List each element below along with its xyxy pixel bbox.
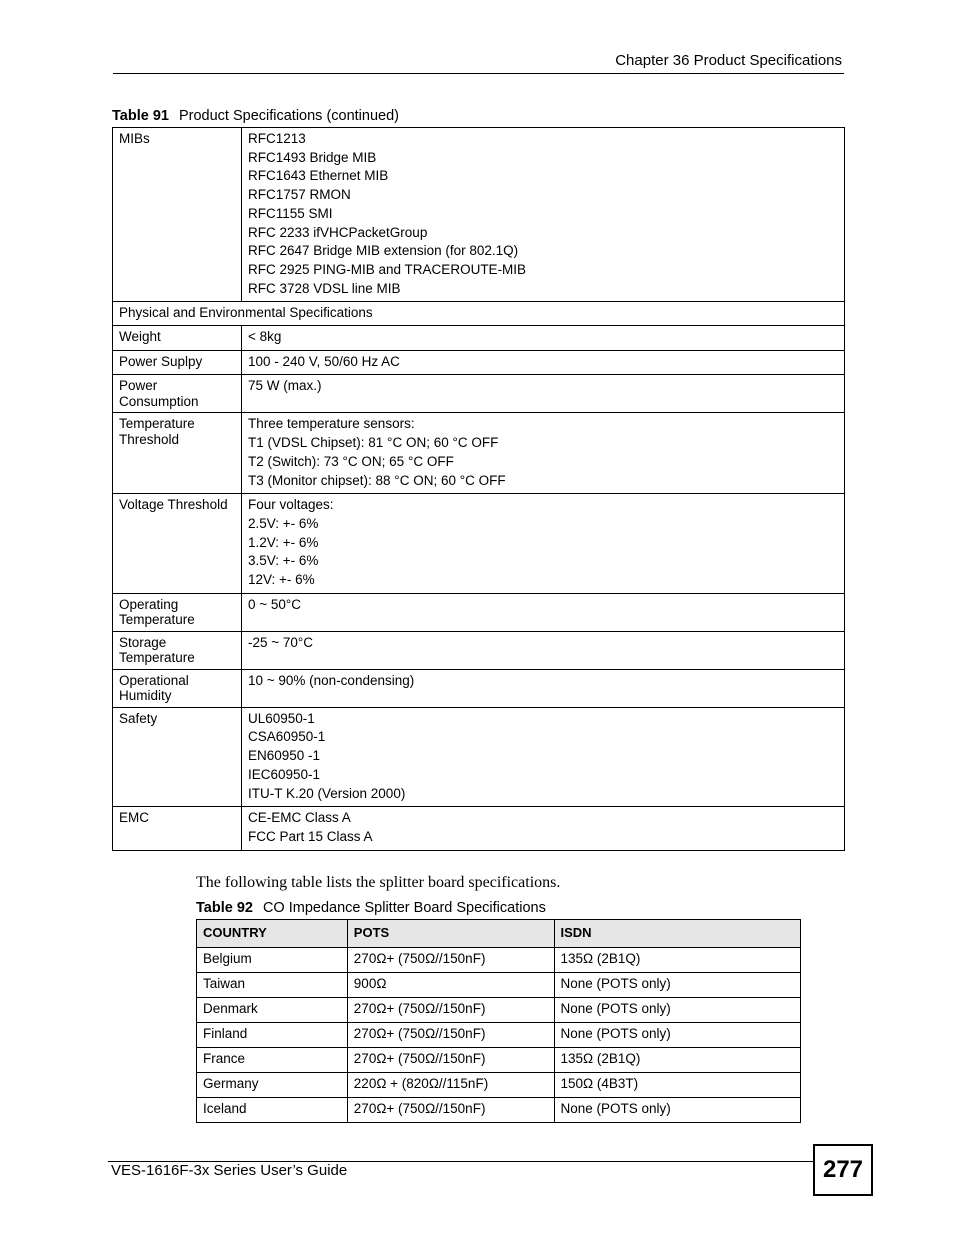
spec-value-line: < 8kg: [248, 329, 282, 345]
table-cell: 150Ω (4B3T): [554, 1072, 801, 1097]
table-cell: Taiwan: [197, 972, 348, 997]
table-row: [113, 669, 845, 707]
table-row: [113, 494, 845, 594]
spec-value: [242, 375, 845, 413]
table-cell: 270Ω+ (750Ω//150nF): [347, 997, 554, 1022]
table-cell: 220Ω + (820Ω//115nF): [347, 1072, 554, 1097]
spec-label: Temperature Threshold: [113, 413, 242, 494]
table-cell: None (POTS only): [554, 1097, 801, 1122]
page-number: 277: [813, 1144, 873, 1196]
spec-value-line: CSA60950-1: [248, 729, 326, 745]
spec-value-line: RFC1213: [248, 131, 306, 146]
table-row: [197, 1047, 801, 1072]
column-header-country: COUNTRY: [197, 920, 348, 948]
table-row: [197, 1097, 801, 1122]
spec-value-line: RFC 2233 ifVHCPacketGroup: [248, 224, 428, 240]
spec-value-line: T1 (VDSL Chipset): 81 °C ON; 60 °C OFF: [248, 435, 499, 451]
table91-caption-label: Table 91: [112, 108, 169, 124]
spec-value-line: 0 ~ 50°C: [248, 596, 302, 612]
spec-value: [242, 326, 845, 351]
chapter-header: Chapter 36 Product Specifications: [615, 52, 842, 69]
splitter-board-table: [196, 919, 801, 1123]
spec-value-line: T3 (Monitor chipset): 88 °C ON; 60 °C OFF: [248, 472, 506, 488]
table-cell: Belgium: [197, 947, 348, 972]
table91-caption-title: Product Specifications (continued): [178, 108, 399, 124]
spec-value-line: RFC1493 Bridge MIB: [248, 149, 377, 165]
table-row: [197, 1022, 801, 1047]
spec-value-line: ITU-T K.20 (Version 2000): [248, 785, 406, 801]
spec-value-line: RFC1155 SMI: [248, 205, 333, 221]
table-cell: Germany: [197, 1072, 348, 1097]
spec-label: Voltage Threshold: [113, 494, 242, 594]
spec-value: [242, 807, 845, 850]
spec-label: Operating Temperature: [113, 593, 242, 631]
spec-label: Operational Humidity: [113, 669, 242, 707]
spec-value-line: RFC1757 RMON: [248, 187, 351, 203]
spec-value-line: 2.5V: +- 6%: [248, 515, 319, 531]
table-row: [197, 1072, 801, 1097]
table-row: [113, 350, 845, 375]
spec-value: [242, 707, 845, 807]
spec-value-line: RFC 3728 VDSL line MIB: [248, 280, 401, 296]
spec-value-line: -25 ~ 70°C: [248, 634, 314, 650]
header-rule: [113, 73, 844, 74]
spec-label: Power Suplpy: [113, 350, 242, 375]
spec-value-line: 100 - 240 V, 50/60 Hz AC: [248, 353, 400, 369]
table-row: [113, 375, 845, 413]
spec-value-line: FCC Part 15 Class A: [248, 828, 373, 844]
spec-value: [242, 128, 845, 302]
spec-value-line: RFC 2647 Bridge MIB extension (for 802.1Q): [248, 243, 519, 259]
table92-caption-title: CO Impedance Splitter Board Specifications: [262, 900, 546, 916]
spec-label: EMC: [113, 807, 242, 850]
table-row: [197, 972, 801, 997]
table-row: [113, 593, 845, 631]
table-cell: 270Ω+ (750Ω//150nF): [347, 1022, 554, 1047]
column-header-pots: POTS: [347, 920, 554, 948]
table-row: [113, 707, 845, 807]
spec-label: Power Consumption: [113, 375, 242, 413]
column-header-isdn: ISDN: [554, 920, 801, 948]
spec-value: [242, 593, 845, 631]
table91-caption: [112, 108, 399, 124]
table-cell: Denmark: [197, 997, 348, 1022]
spec-value-line: UL60950-1: [248, 710, 315, 726]
table-cell: 900Ω: [347, 972, 554, 997]
table-row: [197, 947, 801, 972]
spec-value: [242, 413, 845, 494]
table-row: [113, 807, 845, 850]
table-row: [113, 302, 845, 326]
guide-title: VES-1616F-3x Series User’s Guide: [111, 1162, 348, 1179]
spec-value-line: Three temperature sensors:: [248, 416, 415, 432]
spec-value-line: RFC1643 Ethernet MIB: [248, 168, 389, 184]
spec-value-line: RFC 2925 PING-MIB and TRACEROUTE-MIB: [248, 261, 527, 277]
spec-value-line: 75 W (max.): [248, 378, 322, 394]
spec-value-line: EN60950 -1: [248, 748, 321, 764]
table-row: [113, 326, 845, 351]
section-heading: Physical and Environmental Specifications: [113, 302, 845, 326]
table-cell: 135Ω (2B1Q): [554, 1047, 801, 1072]
product-specifications-table: [112, 127, 845, 851]
table92-caption: [196, 900, 546, 916]
table-cell: 270Ω+ (750Ω//150nF): [347, 947, 554, 972]
spec-value-line: IEC60950-1: [248, 766, 321, 782]
spec-value: [242, 494, 845, 594]
table-header-row: [197, 920, 801, 948]
table-cell: 270Ω+ (750Ω//150nF): [347, 1097, 554, 1122]
spec-value-line: T2 (Switch): 73 °C ON; 65 °C OFF: [248, 453, 454, 469]
table-cell: Iceland: [197, 1097, 348, 1122]
table92-caption-label: Table 92: [196, 900, 253, 916]
table-cell: None (POTS only): [554, 997, 801, 1022]
table-cell: 270Ω+ (750Ω//150nF): [347, 1047, 554, 1072]
spec-value-line: 3.5V: +- 6%: [248, 553, 319, 569]
spec-value-line: Four voltages:: [248, 497, 334, 513]
spec-value-line: 10 ~ 90% (non-condensing): [248, 672, 415, 688]
table-cell: Finland: [197, 1022, 348, 1047]
intro-text: The following table lists the splitter board specifications.: [196, 874, 561, 891]
table-cell: None (POTS only): [554, 1022, 801, 1047]
table-cell: 135Ω (2B1Q): [554, 947, 801, 972]
table-cell: None (POTS only): [554, 972, 801, 997]
table-row: [113, 631, 845, 669]
table-row: [197, 997, 801, 1022]
table-cell: France: [197, 1047, 348, 1072]
spec-label: Storage Temperature: [113, 631, 242, 669]
spec-value-line: 1.2V: +- 6%: [248, 534, 319, 550]
spec-value-line: CE-EMC Class A: [248, 810, 351, 826]
table-row: [113, 128, 845, 302]
spec-value-line: 12V: +- 6%: [248, 572, 315, 588]
spec-label: Safety: [113, 707, 242, 807]
spec-value: [242, 631, 845, 669]
spec-label: Weight: [113, 326, 242, 351]
spec-value: [242, 669, 845, 707]
spec-label: MIBs: [113, 128, 242, 302]
table-row: [113, 413, 845, 494]
spec-value: [242, 350, 845, 375]
